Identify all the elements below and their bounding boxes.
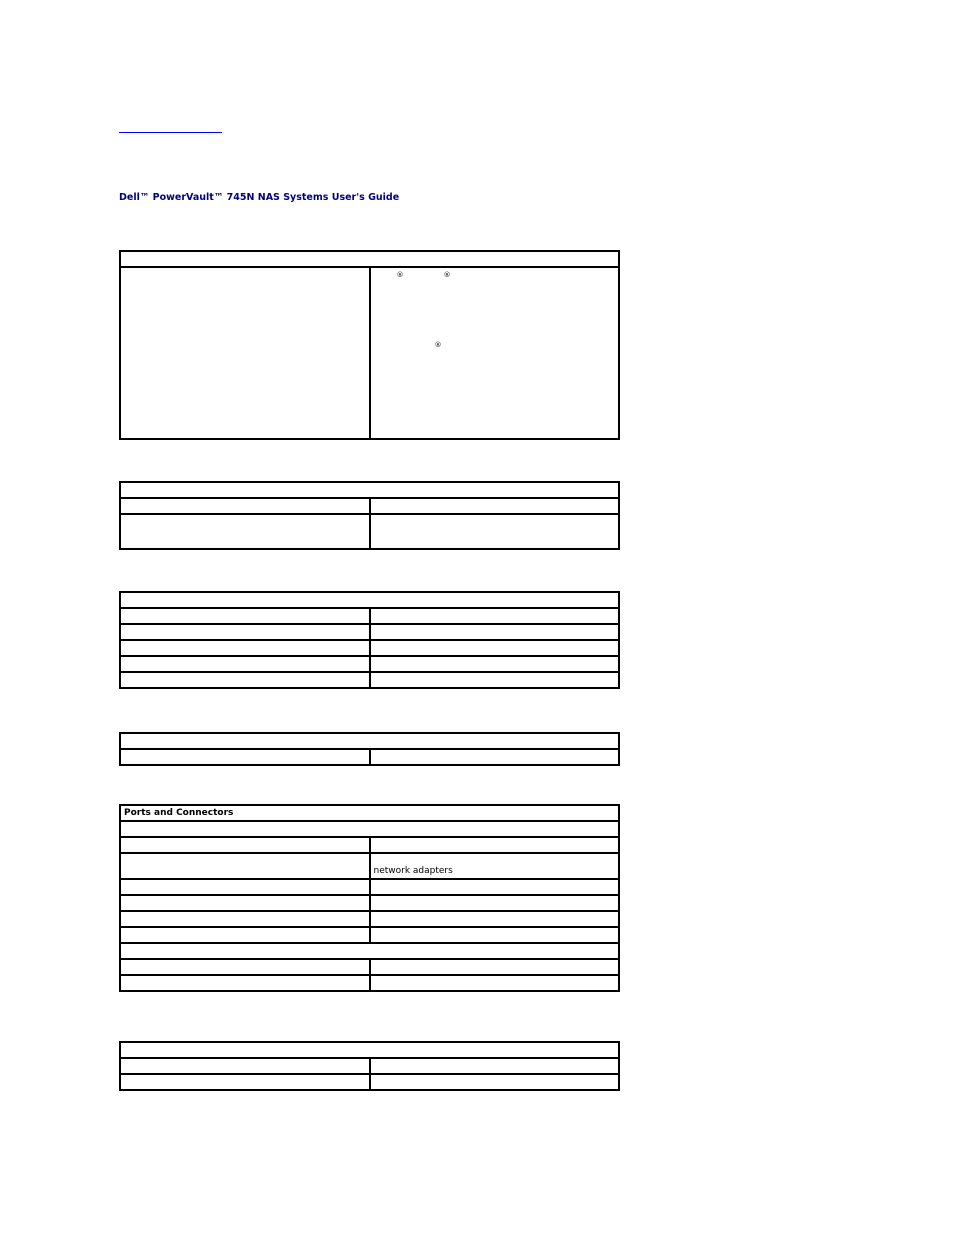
table-row	[120, 672, 619, 688]
table-cell-label	[120, 672, 370, 688]
table-row	[120, 837, 619, 853]
table-header	[120, 733, 619, 749]
table-row	[120, 975, 619, 991]
table-row	[120, 498, 619, 514]
table-cell-label	[120, 879, 370, 895]
table-row	[120, 624, 619, 640]
table-cell-label	[120, 749, 370, 765]
table-cell-value	[370, 1074, 620, 1090]
table-cell-value	[370, 672, 620, 688]
table-cell-label	[120, 853, 370, 879]
table-header	[120, 482, 619, 498]
spec-table-6	[119, 1041, 620, 1091]
table-cell-label	[120, 911, 370, 927]
table-header	[120, 251, 619, 267]
table-cell-label	[120, 837, 370, 853]
table-subheader	[120, 821, 619, 837]
table-row	[120, 656, 619, 672]
table-cell-value	[370, 1058, 620, 1074]
table-cell-value	[370, 959, 620, 975]
table-row	[120, 853, 619, 879]
table-cell-label	[120, 624, 370, 640]
table-row	[120, 267, 619, 439]
table-cell-value	[370, 879, 620, 895]
table-cell-value	[370, 267, 620, 439]
ports-table-header: Ports and Connectors	[120, 805, 619, 821]
registered-mark: ®	[434, 341, 442, 349]
table-cell-value	[370, 911, 620, 927]
table-subheader	[120, 943, 619, 959]
table-cell-value	[370, 837, 620, 853]
table-row	[120, 927, 619, 943]
table-header	[120, 1042, 619, 1058]
table-cell-label	[120, 959, 370, 975]
registered-mark: ®	[443, 271, 451, 279]
spec-table-3	[119, 591, 620, 689]
table-cell-label	[120, 656, 370, 672]
table-cell-value	[370, 749, 620, 765]
back-link[interactable]	[119, 118, 222, 133]
registered-mark: ®	[396, 271, 404, 279]
table-row	[120, 514, 619, 549]
table-cell-value	[370, 895, 620, 911]
table-cell-label	[120, 1074, 370, 1090]
table-row	[120, 1058, 619, 1074]
table-cell-label	[120, 895, 370, 911]
table-cell-value	[370, 498, 620, 514]
table-row	[120, 640, 619, 656]
spec-table-2	[119, 481, 620, 550]
network-adapters-cell: network adapters	[370, 853, 620, 879]
table-header	[120, 592, 619, 608]
table-cell-label	[120, 927, 370, 943]
table-row	[120, 749, 619, 765]
table-cell-label	[120, 498, 370, 514]
table-cell-label	[120, 608, 370, 624]
table-row	[120, 608, 619, 624]
table-cell-value	[370, 656, 620, 672]
table-row	[120, 959, 619, 975]
table-row	[120, 1074, 619, 1090]
spec-table-processor	[119, 250, 620, 440]
table-cell-value	[370, 608, 620, 624]
table-row	[120, 911, 619, 927]
table-cell-label	[120, 1058, 370, 1074]
table-cell-value	[370, 514, 620, 549]
table-cell-value	[370, 640, 620, 656]
document-title: Dell™ PowerVault™ 745N NAS Systems User's Guide	[119, 192, 400, 203]
table-cell-label	[120, 514, 370, 549]
table-cell-value	[370, 624, 620, 640]
table-row	[120, 895, 619, 911]
spec-table-ports	[119, 804, 620, 992]
table-cell-value	[370, 975, 620, 991]
table-cell-label	[120, 267, 370, 439]
spec-table-4	[119, 732, 620, 766]
table-cell-label	[120, 975, 370, 991]
table-cell-value	[370, 927, 620, 943]
table-row	[120, 879, 619, 895]
table-cell-label	[120, 640, 370, 656]
